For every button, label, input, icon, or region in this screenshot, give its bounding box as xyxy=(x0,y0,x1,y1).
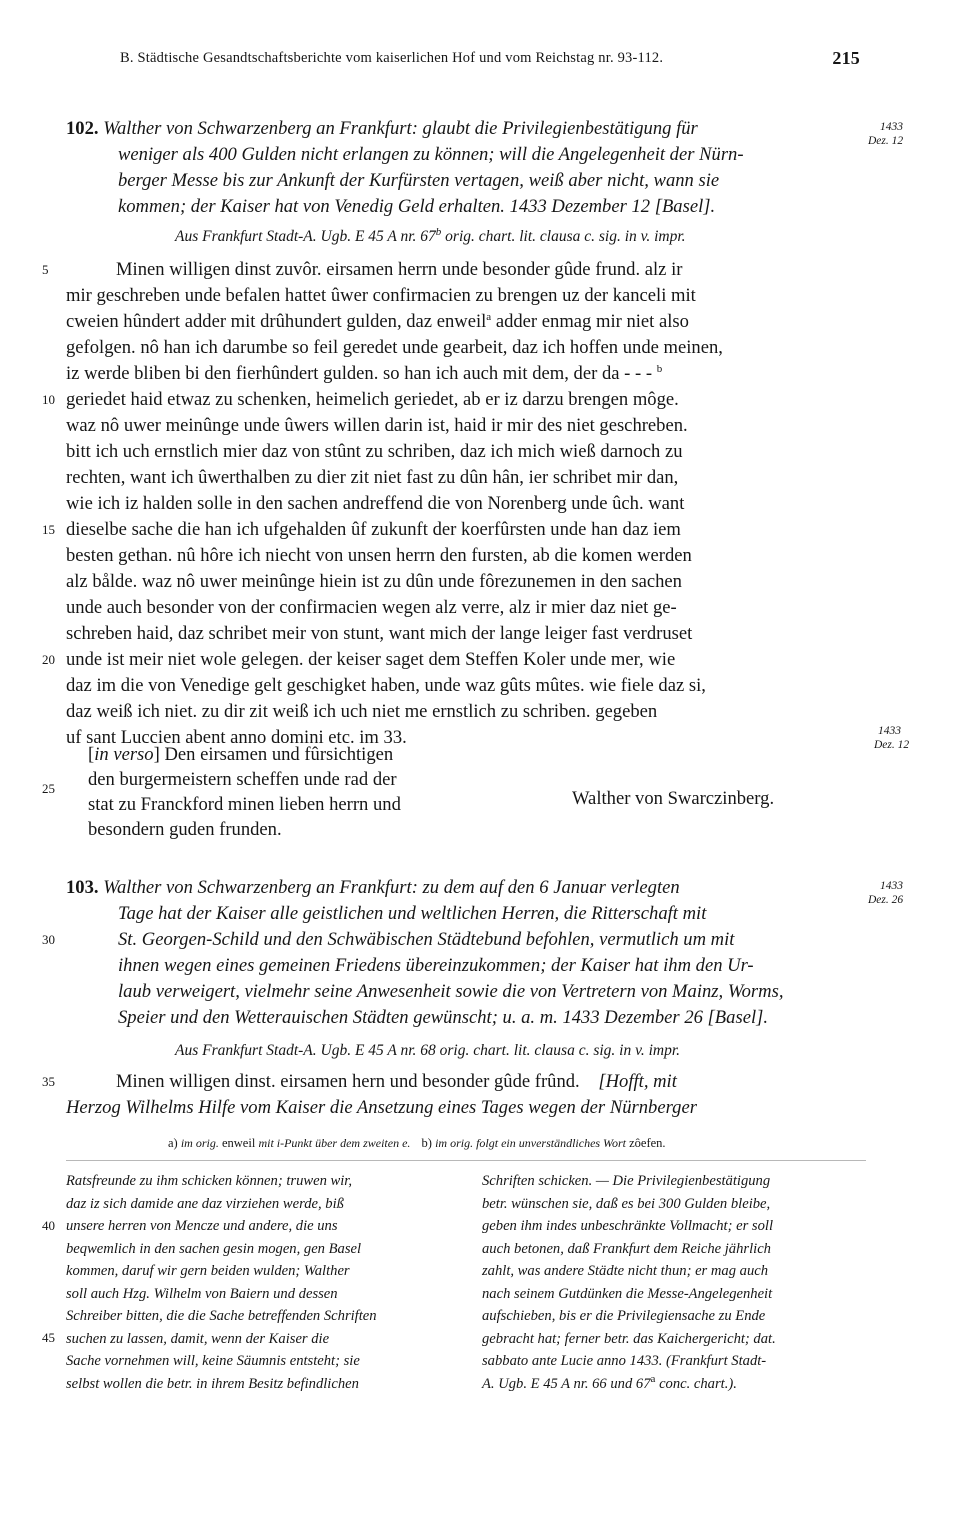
doc102-margin-date xyxy=(868,120,904,148)
doc103-summary-line-5: laub verweigert, vielmehr seine Anwesenheit sowie die von Vertretern von Mainz, Worms, xyxy=(118,981,784,1002)
doc102-number: 102. xyxy=(66,118,99,139)
signature: Walther von Swarczinberg. xyxy=(572,788,775,809)
address-line-2: den burgermeistern scheffen unde rad der xyxy=(88,769,397,790)
doc103-summary-line-1: 103. Walther von Schwarzenberg an Frankfurt: zu dem auf den 6 Januar verlegten xyxy=(66,877,680,898)
line-number-45: 45 xyxy=(42,1330,55,1345)
doc102-text-line-4: gefolgen. nô han ich darumbe so feil geredet unde gearbeit, daz ich hoffen unde meinen, xyxy=(66,337,723,358)
doc102-margin-date-2: 1433 Dez. 12 xyxy=(874,725,910,751)
address-line-1: [in verso] Den eirsamen und fûrsichtigen xyxy=(88,744,394,765)
doc102-text-line-5: iz werde bliben bi den fierhûndert gulden. so han ich auch mit dem, der da - - - $^b$ xyxy=(66,362,663,384)
doc102-text-line-3: cweien hûndert adder mit drûhundert gulden, daz enweil$^a$ adder enmag mir niet also xyxy=(66,310,689,332)
page-number: 215 xyxy=(832,48,860,68)
doc103-source: Aus Frankfurt Stadt-A. Ugb. E 45 A nr. 68 orig. chart. lit. clausa c. sig. in v. impr. xyxy=(175,1042,681,1059)
doc102-text-line-14: unde auch besonder von der confirmacien wegen alz verre, alz ir mier daz niet ge- xyxy=(66,597,677,618)
doc103-summary-line-6: Speier und den Wetterauischen Städten gewünscht; u. a. m. 1433 Dezember 26 [Basel]. xyxy=(118,1007,768,1028)
doc103-text-line-2: Herzog Wilhelms Hilfe vom Kaiser die Ansetzung eines Tages wegen der Nürnberger xyxy=(66,1097,697,1118)
doc102-text-line-16: unde ist meir niet wole gelegen. der keiser saget dem Steffen Koler unde mer, wie xyxy=(66,649,676,670)
doc102-text-line-19: uf sant Luccien abent anno domini etc. im 33. xyxy=(66,727,407,748)
line-number-5: 5 xyxy=(42,262,49,277)
doc102-text-line-7: waz nô uwer meinûnge unde ûwers willen darin ist, haid ir mir des niet geschreben. xyxy=(66,415,688,436)
doc102-text-line-18: daz weiß ich niet. zu dir zit weiß ich uch niet me ernstlich zu schriben. gegeben xyxy=(66,701,658,722)
regest-column-left: Ratsfreunde zu ihm schicken können; truwen wir, daz iz sich damide ane daz virziehen werde, biß unsere herren von Mencze und andere, die uns beqwemlich in den sachen gesin mogen, gen Basel kommen, daruf wir gern beiden wulden; Walther soll auch Hzg. Wilhelm von Baiern und dessen Schreiber bitten, die die Sache betreffenden Schriften suchen zu lassen, damit, wenn der Kaiser die Sache vornehmen will, keine Säumnis entsteht; sie selbst wollen die betr. in ihrem Besitz befindlichen xyxy=(66,1173,377,1392)
regest-column-right: Schriften schicken. — Die Privilegienbestätigung betr. wünschen sie, daß es bei 300 Gulden bleibe, geben ihm indes unbeschränkte Vollmacht; er soll auch betonen, daß Frankfurt dem Reiche jährlich zahlt, was andere Städte nicht thun; er mag auch nach seinem Gutdünken die Messe-Angelegenheit aufschieben, bis er die Privilegiensache zu Ende gebracht hat; ferner betr. das Kaichergericht; dat. sabbato ante Lucie anno 1433. (Frankfurt Stadt- A. Ugb. E 45 A nr. 66 und 67$^a$ conc. chart.). xyxy=(482,1173,776,1392)
doc102-text-line-10: wie ich iz halden solle in den sachen andreffend die von Norenberg unde ûch. want xyxy=(66,493,685,514)
note-marker-a: a xyxy=(486,310,492,323)
footnotes: a) im orig. enweil mit i-Punkt über dem zweiten e. b) im orig. folgt ein unverständliches Wort zôefen. xyxy=(168,1136,666,1150)
doc102-text-line-8: bitt ich uch ernstlich mier daz von stûnt zu schriben, daz ich mich wieß darnoch zu xyxy=(66,441,683,462)
doc102-source: Aus Frankfurt Stadt-A. Ugb. E 45 A nr. 67$^b$ orig. chart. lit. clausa c. sig. in v. impr. xyxy=(175,225,686,245)
note-marker-b: b xyxy=(656,362,663,375)
line-number-20: 20 xyxy=(42,652,55,667)
doc102-summary-line-2: weniger als 400 Gulden nicht erlangen zu können; will die Angelegenheit der Nürn- xyxy=(118,144,744,165)
address-line-4: besondern guden frunden. xyxy=(88,819,282,840)
doc103-number: 103. xyxy=(66,877,99,898)
doc103-margin-date: 1433 Dez. 26 xyxy=(868,880,904,906)
line-number-40: 40 xyxy=(42,1218,55,1233)
doc103-summary-line-4: ihnen wegen eines gemeinen Friedens übereinzukommen; der Kaiser hat ihm den Ur- xyxy=(118,955,754,976)
doc103-summary-line-2: Tage hat der Kaiser alle geistlichen und weltlichen Herren, die Ritterschaft mit xyxy=(118,903,707,924)
running-title: B. Städtische Gesandtschaftsberichte vom kaiserlichen Hof und vom Reichstag nr. 93-112. xyxy=(120,50,664,66)
doc102-text-line-17: daz im die von Venedige gelt geschigket haben, unde waz gûts mûtes. wie fiele daz si, xyxy=(66,675,706,696)
doc103-text-line-1: Minen willigen dinst. eirsamen hern und besonder gûde frûnd. [Hofft, mit xyxy=(116,1071,677,1092)
footnote-divider xyxy=(66,1160,866,1161)
address-block xyxy=(88,742,401,842)
doc102-summary-line-3: berger Messe bis zur Ankunft der Kurfürsten vertagen, weiß aber nicht, wann sie xyxy=(118,170,720,191)
verso-tag: in verso xyxy=(94,744,154,765)
doc102-margin-day: Dez. 12 xyxy=(868,135,904,147)
doc102-text-line-1: Minen willigen dinst zuvôr. eirsamen herrn unde besonder gûde frund. alz ir xyxy=(116,259,683,280)
line-number-10: 10 xyxy=(42,392,55,407)
doc103-summary-line-3: St. Georgen-Schild und den Schwäbischen Städtebund befohlen, vermutlich um mit xyxy=(118,929,735,950)
doc102-text-line-9: rechten, want ich ûwerthalben zu dier zit niet fast zu dûn hân, ier schribet mir dan, xyxy=(66,467,679,488)
doc102-summary-line-4: kommen; der Kaiser hat von Venedig Geld erhalten. 1433 Dezember 12 [Basel]. xyxy=(118,196,716,217)
doc102-text-line-12: besten gethan. nû hôre ich niecht von unsen herrn den fursten, ab die komen werden xyxy=(66,545,692,566)
line-number-30: 30 xyxy=(42,932,55,947)
line-number-35: 35 xyxy=(42,1074,55,1089)
address-line-3: stat zu Franckford minen lieben herrn und xyxy=(88,794,401,815)
line-number-15: 15 xyxy=(42,522,55,537)
running-head xyxy=(120,50,860,72)
doc102-margin-year: 1433 xyxy=(880,121,903,133)
doc102-text-line-6: geriedet haid etwaz zu schenken, heimelich geriedet, ab er iz darzu brengen môge. xyxy=(66,389,679,410)
doc102-summary-line-1: 102. Walther von Schwarzenberg an Frankfurt: glaubt die Privilegienbestätigung für xyxy=(66,118,698,139)
doc102-text-line-2: mir geschreben unde befalen hattet ûwer confirmacien zu brengen uz der kanceli mit xyxy=(66,285,696,306)
doc102-text-line-11: dieselbe sache die han ich ufgehalden ûf zukunft der koerfûrsten unde han daz iem xyxy=(66,519,681,540)
doc102-text-line-15: schreben haid, daz schribet meir von stunt, want mich der lange leiger fast verdruset xyxy=(66,623,693,644)
doc102-text-line-13: alz bålde. waz nô uwer meinûnge hiein ist zu dûn unde fôrezunemen in den sachen xyxy=(66,571,682,592)
line-number-25: 25 xyxy=(42,781,55,796)
